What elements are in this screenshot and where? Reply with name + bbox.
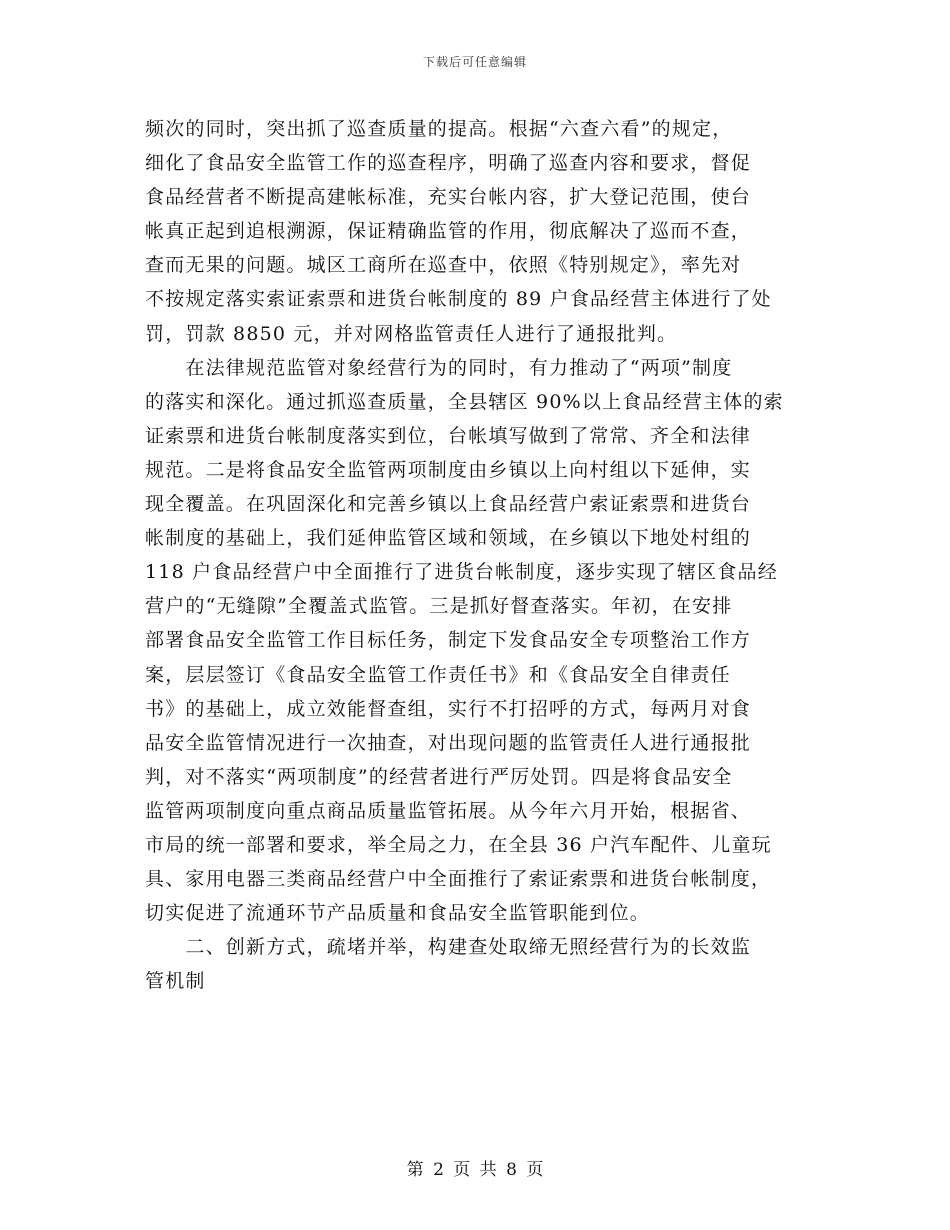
text-line: 切实促进了流通环节产品质量和食品安全监管职能到位。 [145, 902, 651, 925]
text-line: 管机制 [145, 970, 206, 993]
text-line: 帐真正起到追根溯源，保证精确监管的作用，彻底解决了巡而不查， [145, 220, 752, 243]
text-line: 的落实和深化。通过抓巡查质量，全县辖区 90%以上食品经营主体的索 [145, 390, 784, 413]
text-line: 规范。二是将食品安全监管两项制度由乡镇以上向村组以下延伸，实 [145, 458, 752, 481]
text-line: 在法律规范监管对象经营行为的同时，有力推动了“两项”制度 [145, 356, 733, 379]
text-line: 二、创新方式，疏堵并举，构建查处取缔无照经营行为的长效监 [145, 936, 752, 959]
text-line: 频次的同时，突出抓了巡查质量的提高。根据“六查六看”的规定， [145, 118, 733, 140]
text-line: 市局的统一部署和要求，举全局之力，在全县 36 户汽车配件、儿童玩 [145, 833, 772, 856]
page-footer: 第 2 页 共 8 页 [406, 1160, 544, 1180]
text-line: 部署食品安全监管工作目标任务，制定下发食品安全专项整治工作方 [145, 629, 752, 652]
text-line: 具、家用电器三类商品经营户中全面推行了索证索票和进货台帐制度， [145, 868, 772, 891]
text-line: 帐制度的基础上，我们延伸监管区域和领域，在乡镇以下地处村组的 [145, 527, 752, 550]
text-line: 不按规定落实索证索票和进货台帐制度的 89 户食品经营主体进行了处 [145, 288, 772, 311]
text-line: 118 户食品经营户中全面推行了进货台帐制度，逐步实现了辖区食品经 [145, 561, 778, 584]
text-line: 细化了食品安全监管工作的巡查程序，明确了巡查内容和要求，督促 [145, 152, 752, 175]
text-line: 判，对不落实“两项制度”的经营者进行严厉处罚。四是将食品安全 [145, 765, 733, 788]
text-line: 查而无果的问题。城区工商所在巡查中，依照《特别规定》，率先对 [145, 254, 742, 277]
text-line: 食品经营者不断提高建帐标准，充实台帐内容，扩大登记范围，使台 [145, 186, 752, 209]
text-line: 书》的基础上，成立效能督查组，实行不打招呼的方式，每两月对食 [145, 697, 752, 720]
text-line: 品安全监管情况进行一次抽查，对出现问题的监管责任人进行通报批 [145, 731, 752, 754]
page-header: 下载后可任意编辑 [422, 55, 527, 69]
text-line: 营户的“无缝隙”全覆盖式监管。三是抓好督查落实。年初，在安排 [145, 595, 733, 618]
text-line: 罚，罚款 8850 元，并对网格监管责任人进行了通报批判。 [145, 322, 678, 345]
text-line: 证索票和进货台帐制度落实到位，台帐填写做到了常常、齐全和法律 [145, 424, 752, 447]
document-body [145, 112, 813, 998]
text-line: 案，层层签订《食品安全监管工作责任书》和《食品安全自律责任 [145, 663, 731, 686]
text-line: 监管两项制度向重点商品质量监管拓展。从今年六月开始，根据省、 [145, 799, 752, 822]
text-line: 现全覆盖。在巩固深化和完善乡镇以上食品经营户索证索票和进货台 [145, 493, 752, 516]
